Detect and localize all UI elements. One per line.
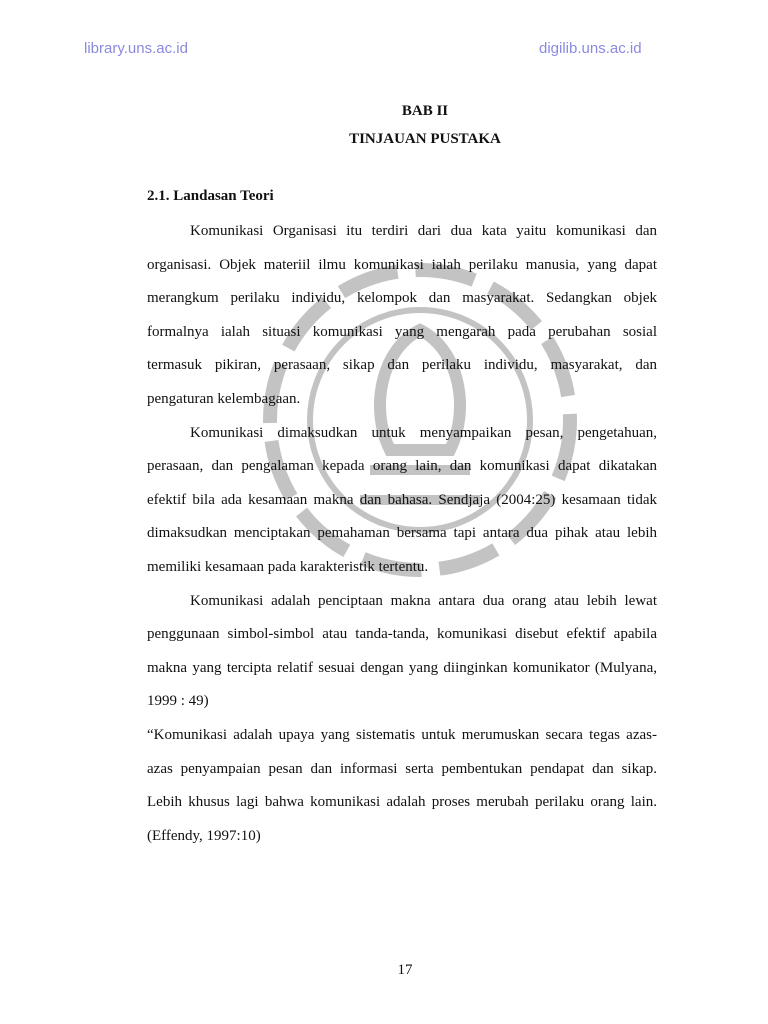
chapter-title: TINJAUAN PUSTAKA [349,131,501,147]
text-line: Komunikasi dimaksudkan untuk menyampaikan pesan, pengetahuan, [190,424,657,441]
text-line: efektif bila ada kesamaan makna dan bahasa. Sendjaja (2004:25) kesamaan tidak [147,491,657,508]
text-line: pengaturan kelembagaan. [147,390,301,407]
text-line: Lebih khusus lagi bahwa komunikasi adalah proses merubah perilaku orang lain. [147,794,657,811]
text-line: azas penyampaian pesan dan informasi serta pembentukan pendapat dan sikap. [147,760,657,777]
text-line: memiliki kesamaan pada karakteristik tertentu. [147,558,429,575]
header-right-link[interactable]: digilib.uns.ac.id [539,40,642,57]
text-line: penggunaan simbol-simbol atau tanda-tanda, komunikasi disebut efektif apabila [147,626,657,643]
text-line: “Komunikasi adalah upaya yang sistematis untuk merumuskan secara tegas azas- [147,726,657,743]
text-line: dimaksudkan menciptakan pemahaman bersama tapi antara dua pihak atau lebih [147,525,657,542]
text-line: Komunikasi adalah penciptaan makna antara dua orang atau lebih lewat [190,592,657,609]
text-line: (Effendy, 1997:10) [147,827,261,844]
header-left-link[interactable]: library.uns.ac.id [84,40,188,57]
text-line: perasaan, dan pengalaman kepada orang lain, dan komunikasi dapat dikatakan [147,458,657,475]
text-line: merangkum perilaku individu, kelompok dan masyarakat. Sedangkan objek [147,290,657,307]
text-line: organisasi. Objek materiil ilmu komunikasi ialah perilaku manusia, yang dapat [147,256,657,273]
text-line: makna yang tercipta relatif sesuai dengan yang diinginkan komunikator (Mulyana, [147,659,657,676]
body-text [147,221,657,859]
text-line: termasuk pikiran, perasaan, sikap dan perilaku individu, masyarakat, dan [147,357,657,374]
page-number: 17 [397,962,413,978]
text-line: 1999 : 49) [147,693,209,710]
text-line: Komunikasi Organisasi itu terdiri dari dua kata yaitu komunikasi dan [190,223,657,239]
text-line: formalnya ialah situasi komunikasi yang mengarah pada perubahan sosial [147,323,657,340]
section-heading: 2.1. Landasan Teori [147,188,274,204]
chapter-number: BAB II [401,103,449,119]
